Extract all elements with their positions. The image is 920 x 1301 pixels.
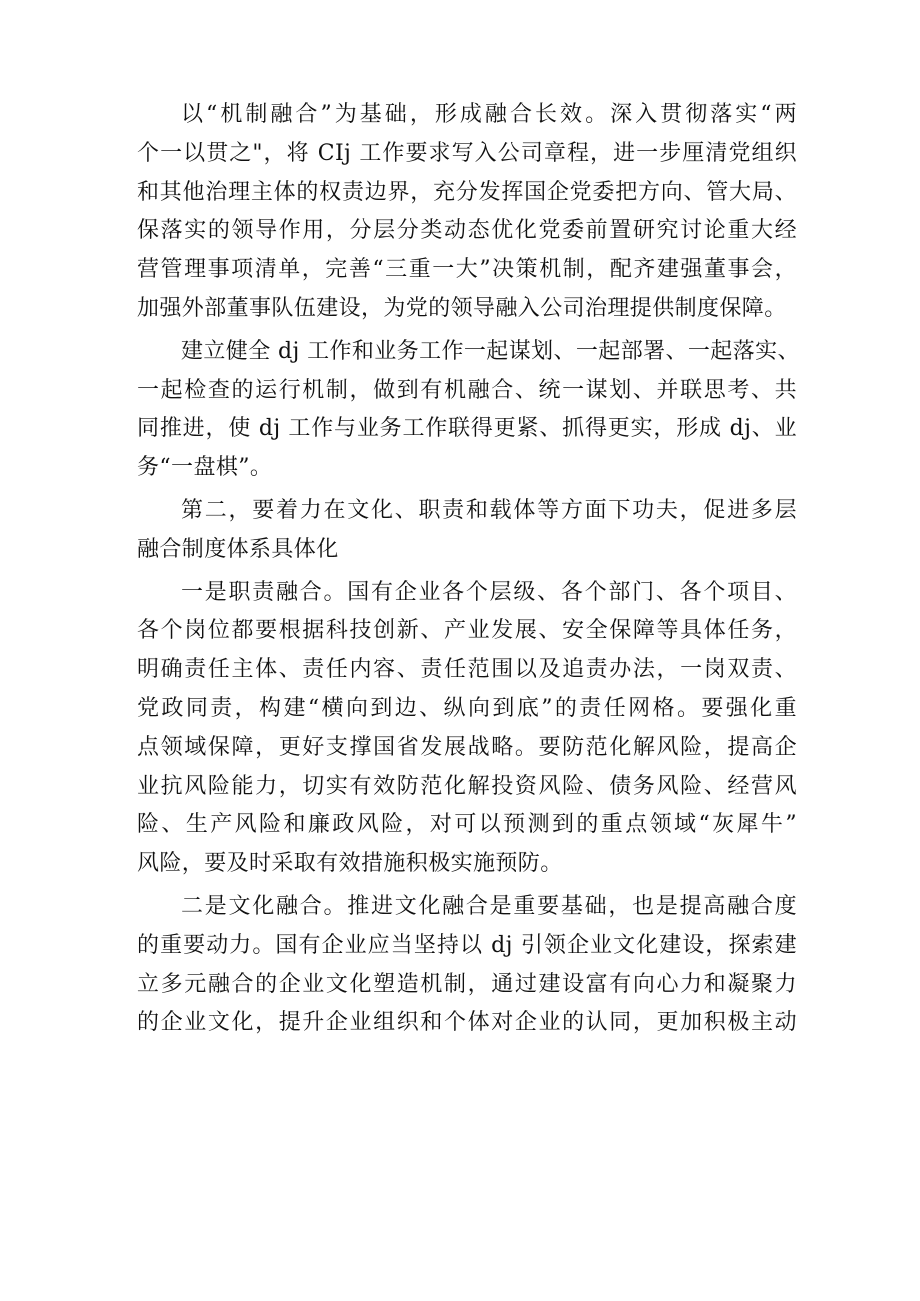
text-line: 业抗风险能力，切实有效防范化解投资风险、债务风险、经营风 xyxy=(137,773,797,799)
text-line: 以“机制融合”为基础，形成融合长效。深入贯彻落实“两 xyxy=(181,102,797,127)
paragraph-mechanism-integration xyxy=(137,96,797,329)
text-line: 保落实的领导作用，分层分类动态优化党委前置研究讨论重大经 xyxy=(137,218,797,244)
text-line: 立多元融合的企业文化塑造机制，通过建设富有向心力和凝聚力 xyxy=(137,971,797,997)
text-line: 营管理事项清单，完善“三重一大”决策机制，配齐建强董事会， xyxy=(137,257,797,283)
paragraph-section-heading xyxy=(137,492,797,570)
text-line: 建立健全 dj 工作和业务工作一起谋划、一起部署、一起落实、 xyxy=(181,338,800,364)
text-line: 一起检查的运行机制，做到有机融合、统一谋划、并联思考、共 xyxy=(137,377,797,403)
paragraph-responsibility-integration xyxy=(137,574,797,884)
text-line: 党政同责，构建“横向到边、纵向到底”的责任网格。要强化重 xyxy=(137,695,797,721)
text-line: 的重要动力。国有企业应当坚持以 dj 引领企业文化建设，探索建 xyxy=(137,932,797,958)
text-line: 第二，要着力在文化、职责和载体等方面下功夫，促进多层 xyxy=(181,497,797,523)
text-line: 和其他治理主体的权责边界，充分发挥国企党委把方向、管大局、 xyxy=(137,179,797,205)
text-line: 同推进，使 dj 工作与业务工作联得更紧、抓得更实，形成 dj、业 xyxy=(137,416,797,442)
text-line: 的企业文化，提升企业组织和个体对企业的认同，更加积极主动 xyxy=(137,1010,797,1036)
text-line: 风险，要及时采取有效措施积极实施预防。 xyxy=(137,851,563,877)
text-line: 融合制度体系具体化 xyxy=(137,536,339,562)
text-line: 各个岗位都要根据科技创新、产业发展、安全保障等具体任务， xyxy=(137,618,797,644)
text-line: 个一以贯之"，将 CIj 工作要求写入公司章程，进一步厘清党组织 xyxy=(137,140,797,166)
text-line: 明确责任主体、责任内容、责任范围以及追责办法，一岗双责、 xyxy=(137,657,797,683)
text-line: 险、生产风险和廉政风险，对可以预测到的重点领域“灰犀牛” xyxy=(137,812,797,838)
text-line: 一是职责融合。国有企业各个层级、各个部门、各个项目、 xyxy=(181,579,797,605)
paragraph-culture-integration xyxy=(137,888,797,1043)
document-body xyxy=(137,96,800,1043)
text-line: 加强外部董事队伍建设，为党的领导融入公司治理提供制度保障。 xyxy=(137,295,787,321)
text-line: 二是文化融合。推进文化融合是重要基础，也是提高融合度 xyxy=(181,893,797,919)
text-line: 务“一盘棋”。 xyxy=(137,455,273,481)
text-line: 点领域保障，更好支撑国省发展战略。要防范化解风险，提高企 xyxy=(137,734,797,760)
paragraph-working-mechanism xyxy=(137,333,800,488)
